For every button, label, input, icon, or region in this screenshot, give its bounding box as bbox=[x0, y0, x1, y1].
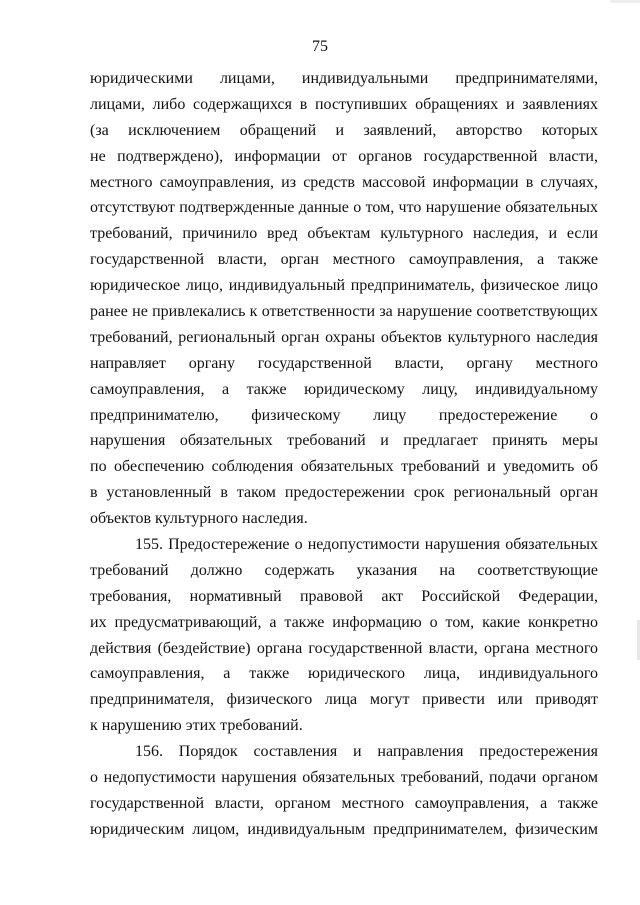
text-line: действия (бездействие) органа государственной власти, органа местного bbox=[90, 639, 598, 657]
text-line: 156. Порядок составления и направления предостережения bbox=[135, 743, 598, 761]
text-line: (за исключением обращений и заявлений, авторство которых bbox=[90, 121, 598, 139]
page-number: 75 bbox=[312, 38, 328, 55]
text-line: в установленный в таком предостережении срок региональный орган bbox=[90, 484, 598, 502]
text-line: отсутствуют подтвержденные данные о том, что нарушение обязательных bbox=[90, 199, 598, 217]
text-line: требований должно содержать указания на соответствующие bbox=[90, 561, 598, 579]
text-line: самоуправления, а также юридическому лицу, индивидуальному bbox=[90, 380, 598, 398]
text-line: 155. Предостережение о недопустимости нарушения обязательных bbox=[135, 536, 598, 554]
text-line: требований, региональный орган охраны объектов культурного наследия bbox=[90, 328, 598, 346]
document-body bbox=[90, 66, 598, 843]
text-line: их предусматривающий, а также информацию о том, какие конкретно bbox=[90, 613, 598, 631]
text-line: нарушения обязательных требований и предлагает принять меры bbox=[90, 432, 598, 450]
scan-edge-mark bbox=[610, 0, 640, 3]
text-line: направляет органу государственной власти, органу местного bbox=[90, 354, 598, 372]
text-line: юридическим лицом, индивидуальным предпринимателем, физическим bbox=[90, 820, 598, 838]
text-line: лицами, либо содержащихся в поступивших обращениях и заявлениях bbox=[90, 95, 598, 113]
text-line: предпринимателю, физическому лицу предостережение о bbox=[90, 406, 598, 424]
text-line: требования, нормативный правовой акт Российской Федерации, bbox=[90, 587, 598, 605]
paragraph-continuation bbox=[90, 66, 598, 532]
text-line: государственной власти, органом местного самоуправления, а также bbox=[90, 794, 598, 812]
text-line: местного самоуправления, из средств массовой информации в случаях, bbox=[90, 173, 598, 191]
text-line: к нарушению этих требований. bbox=[90, 717, 303, 735]
text-line: не подтверждено), информации от органов государственной власти, bbox=[90, 147, 598, 165]
text-line: ранее не привлекались к ответственности за нарушение соответствующих bbox=[90, 303, 598, 321]
text-line: по обеспечению соблюдения обязательных требований и уведомить об bbox=[90, 458, 598, 476]
text-line: требований, причинило вред объектам культурного наследия, и если bbox=[90, 225, 598, 243]
text-line: объектов культурного наследия. bbox=[90, 510, 308, 528]
text-line: о недопустимости нарушения обязательных требований, подачи органом bbox=[90, 769, 598, 787]
text-line: предпринимателя, физического лица могут привести или приводят bbox=[90, 691, 598, 709]
paragraph-156 bbox=[90, 739, 598, 843]
text-line: юридическое лицо, индивидуальный предприниматель, физическое лицо bbox=[90, 277, 598, 295]
text-line: самоуправления, а также юридического лица, индивидуального bbox=[90, 665, 598, 683]
paragraph-155 bbox=[90, 532, 598, 739]
text-line: государственной власти, орган местного самоуправления, а также bbox=[90, 251, 598, 269]
text-line: юридическими лицами, индивидуальными предпринимателями, bbox=[90, 70, 598, 87]
